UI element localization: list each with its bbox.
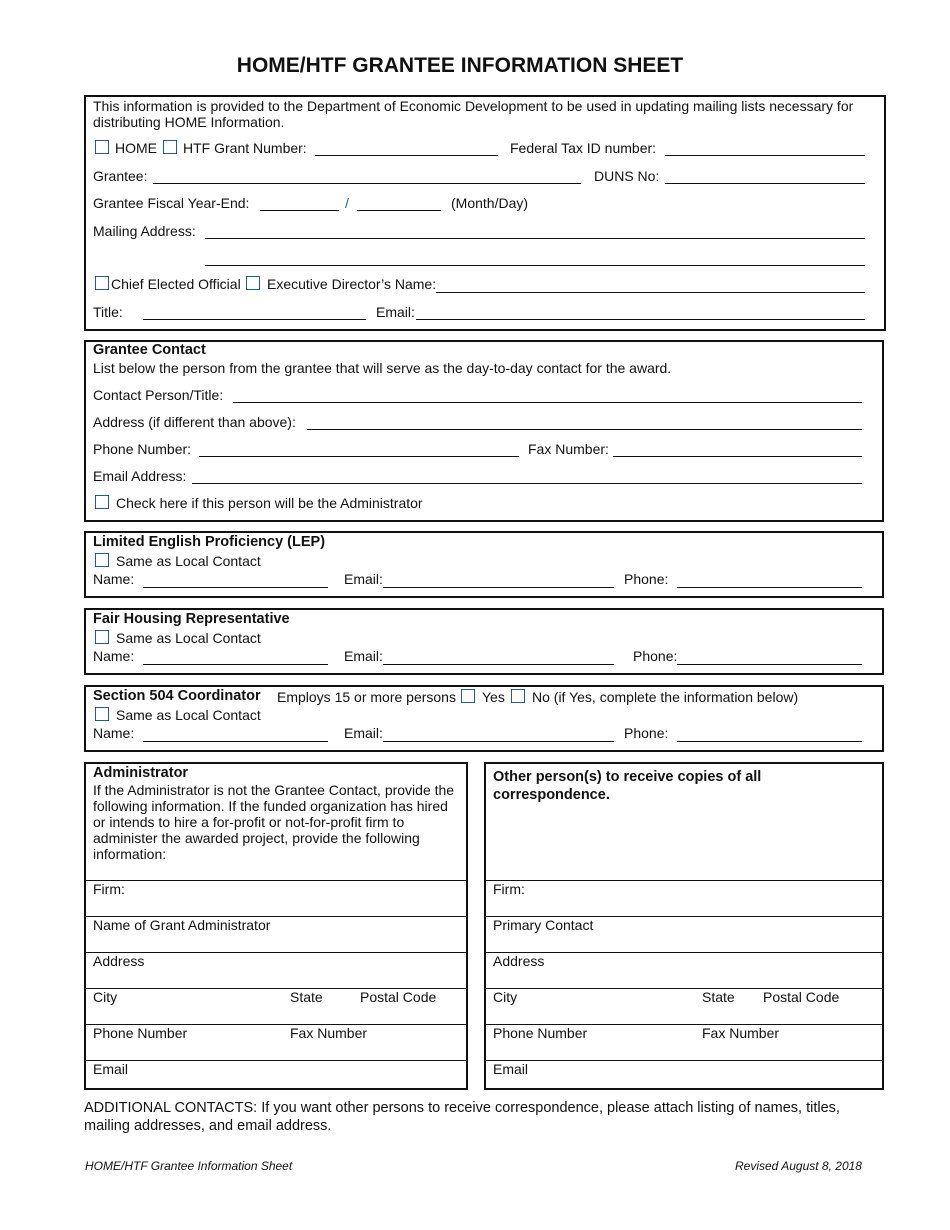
grantee-contact-desc: List below the person from the grantee that will serve as the day-to-day contact for the award. (93, 360, 672, 376)
lep-phone-field[interactable] (677, 587, 862, 588)
executive-director-label: Executive Director’s Name: (267, 276, 437, 292)
contact-address-field[interactable] (307, 429, 862, 430)
contact-person-field[interactable] (233, 402, 862, 403)
lep-same-checkbox[interactable] (95, 553, 109, 567)
home-label: HOME (115, 140, 157, 156)
duns-field[interactable] (665, 183, 865, 184)
mailing-address-label: Mailing Address: (93, 223, 196, 239)
admin-state-label[interactable]: State (290, 989, 323, 1005)
fair-email-field[interactable] (383, 664, 614, 665)
other-email-label[interactable]: Email (493, 1061, 529, 1077)
fair-same-label: Same as Local Contact (116, 630, 261, 646)
home-checkbox[interactable] (95, 140, 109, 154)
lep-phone-label: Phone: (624, 571, 669, 587)
contact-email-field[interactable] (192, 483, 862, 484)
title-label: Title: (93, 304, 123, 320)
section-504-heading: Section 504 Coordinator (93, 688, 261, 704)
administrator-heading: Administrator (93, 765, 189, 781)
s504-email-label: Email: (344, 725, 383, 741)
fair-phone-label: Phone: (633, 648, 678, 664)
contact-email-label: Email Address: (93, 468, 187, 484)
section-504-yes-label: Yes (482, 689, 505, 705)
federal-tax-id-label: Federal Tax ID number: (510, 140, 657, 156)
fiscal-day-field[interactable] (357, 210, 441, 211)
admin-phone-label[interactable]: Phone Number (93, 1025, 188, 1041)
grantee-label: Grantee: (93, 168, 148, 184)
admin-postal-label[interactable]: Postal Code (360, 989, 437, 1005)
other-phone-label[interactable]: Phone Number (493, 1025, 588, 1041)
contact-person-label: Contact Person/Title: (93, 387, 224, 403)
section-504-no-checkbox[interactable] (511, 689, 525, 703)
htf-checkbox[interactable] (163, 140, 177, 154)
admin-name-label[interactable]: Name of Grant Administrator (93, 917, 271, 933)
lep-heading: Limited English Proficiency (LEP) (93, 534, 326, 550)
htf-grant-number-field[interactable] (315, 155, 498, 156)
fair-name-field[interactable] (143, 664, 328, 665)
lep-email-label: Email: (344, 571, 383, 587)
section-504-yes-checkbox[interactable] (461, 689, 475, 703)
footer-left: HOME/HTF Grantee Information Sheet (85, 1159, 293, 1173)
other-persons-heading: Other person(s) to receive copies of all correspondence. (493, 769, 762, 803)
mailing-address-line-2[interactable] (205, 265, 865, 266)
s504-phone-label: Phone: (624, 725, 669, 741)
fair-email-label: Email: (344, 648, 383, 664)
s504-name-field[interactable] (143, 741, 328, 742)
section-504-employs: Employs 15 or more persons (277, 689, 456, 705)
fair-same-checkbox[interactable] (95, 630, 109, 644)
lep-email-field[interactable] (383, 587, 614, 588)
other-fax-label[interactable]: Fax Number (702, 1025, 780, 1041)
admin-city-label[interactable]: City (93, 989, 118, 1005)
lep-name-label: Name: (93, 571, 135, 587)
fair-housing-heading: Fair Housing Representative (93, 611, 290, 627)
other-divider (486, 880, 882, 881)
other-primary-label[interactable]: Primary Contact (493, 917, 594, 933)
lep-name-field[interactable] (143, 587, 328, 588)
other-divider (486, 952, 882, 953)
s504-email-field[interactable] (383, 741, 614, 742)
admin-firm-label[interactable]: Firm: (93, 881, 125, 897)
grantee-contact-heading: Grantee Contact (93, 342, 206, 358)
grantee-field[interactable] (153, 183, 581, 184)
fiscal-month-field[interactable] (260, 210, 339, 211)
admin-address-label[interactable]: Address (93, 953, 145, 969)
federal-tax-id-field[interactable] (665, 155, 865, 156)
email-label: Email: (376, 304, 415, 320)
executive-director-checkbox[interactable] (246, 276, 260, 290)
administrator-checkbox[interactable] (95, 495, 109, 509)
admin-divider (86, 880, 466, 881)
other-firm-label[interactable]: Firm: (493, 881, 525, 897)
other-address-label[interactable]: Address (493, 953, 545, 969)
page-title: HOME/HTF GRANTEE INFORMATION SHEET (236, 54, 684, 77)
contact-address-label: Address (if different than above): (93, 414, 296, 430)
admin-divider (86, 1060, 466, 1061)
mailing-address-line-1[interactable] (205, 238, 865, 239)
duns-label: DUNS No: (594, 168, 660, 184)
contact-fax-field[interactable] (613, 456, 862, 457)
chief-elected-official-label: Chief Elected Official (111, 276, 241, 292)
other-state-label[interactable]: State (702, 989, 735, 1005)
fair-name-label: Name: (93, 648, 135, 664)
s504-name-label: Name: (93, 725, 135, 741)
chief-elected-official-checkbox[interactable] (95, 276, 109, 290)
title-field[interactable] (143, 319, 366, 320)
s504-same-label: Same as Local Contact (116, 707, 261, 723)
section-504-no-label: No (if Yes, complete the information below) (532, 689, 799, 705)
administrator-check-label: Check here if this person will be the Administrator (116, 495, 423, 511)
contact-phone-field[interactable] (199, 456, 519, 457)
executive-director-field[interactable] (436, 292, 865, 293)
fiscal-hint: (Month/Day) (451, 195, 529, 211)
other-divider (486, 1060, 882, 1061)
admin-fax-label[interactable]: Fax Number (290, 1025, 368, 1041)
htf-grant-number-label: HTF Grant Number: (183, 140, 307, 156)
email-field[interactable] (416, 319, 865, 320)
administrator-desc: If the Administrator is not the Grantee Contact, provide the following information. If the funded organization has hired or intends to hire a for-profit or not-for-profit firm to administer the awarded project, provide the following information: (93, 782, 455, 862)
lep-same-label: Same as Local Contact (116, 553, 261, 569)
contact-fax-label: Fax Number: (528, 441, 609, 457)
footer-right: Revised August 8, 2018 (735, 1159, 862, 1173)
info-intro: This information is provided to the Department of Economic Development to be used in updating mailing lists necessary for distributing HOME Information. (93, 98, 854, 130)
other-city-label[interactable]: City (493, 989, 518, 1005)
s504-same-checkbox[interactable] (95, 707, 109, 721)
grantee-info-section (84, 95, 886, 331)
additional-contacts-note: ADDITIONAL CONTACTS: If you want other persons to receive correspondence, please attach listing of names, titles, mailing addresses, and email address. (84, 1100, 840, 1134)
other-postal-label[interactable]: Postal Code (763, 989, 840, 1005)
admin-email-label[interactable]: Email (93, 1061, 129, 1077)
fair-phone-field[interactable] (677, 664, 862, 665)
s504-phone-field[interactable] (677, 741, 862, 742)
contact-phone-label: Phone Number: (93, 441, 192, 457)
fiscal-year-end-label: Grantee Fiscal Year-End: (93, 195, 250, 211)
fiscal-separator: / (345, 195, 349, 211)
